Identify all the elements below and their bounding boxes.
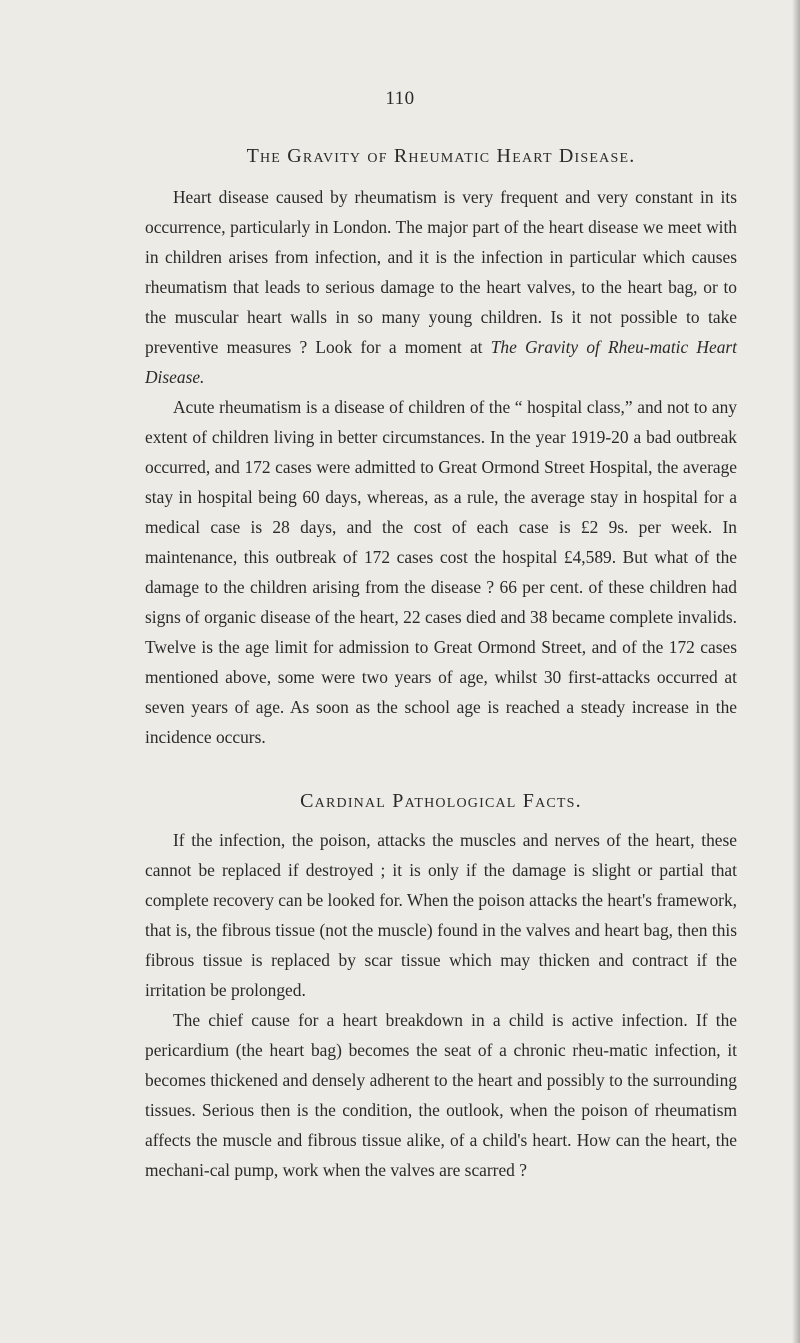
page-number: 110 — [385, 88, 415, 109]
page-edge-shadow — [792, 0, 800, 1343]
paragraph-intro — [145, 182, 737, 392]
section-heading-gravity: The Gravity of Rheumatic Heart Disease. — [246, 145, 636, 167]
page-body — [145, 145, 737, 1185]
paragraph-intro-italic-title: The Gravity of Rheu-matic Heart Disease. — [145, 337, 737, 387]
paragraph-infection-poison: If the infection, the poison, attacks the muscles and nerves of the heart, these cannot be replaced if destroyed ; it is only if the damage is slight or partial that complete recovery can be looked for. When the poison attacks the heart's framework, that is, the fibrous tissue (not the muscle) found in the valves and heart bag, then this fibrous tissue is replaced by scar tissue which may thicken and contract if the irritation be prolonged. — [145, 830, 737, 1000]
section-heading-pathological-facts: Cardinal Pathological Facts. — [300, 790, 582, 812]
paragraph-acute-rheumatism: Acute rheumatism is a disease of children of the “ hospital class,” and not to any extent of children living in better circumstances. In the year 1919-20 a bad outbreak occurred, and 172 cases were admitted to Great Ormond Street Hospital, the average stay in hospital being 60 days, whereas, as a rule, the average stay in hospital for a medical case is 28 days, and the cost of each case is £2 9s. per week. In maintenance, this outbreak of 172 cases cost the hospital £4,589. But what of the damage to the children arising from the disease ? 66 per cent. of these children had signs of organic disease of the heart, 22 cases died and 38 became complete invalids. Twelve is the age limit for admission to Great Ormond Street, and of the 172 cases mentioned above, some were two years of age, whilst 30 first-attacks occurred at seven years of age. As soon as the school age is reached a steady increase in the incidence occurs. — [145, 397, 737, 747]
paragraph-chief-cause: The chief cause for a heart breakdown in a child is active infection. If the pericardium (the heart bag) becomes the seat of a chronic rheu-matic infection, it becomes thickened and densely adherent to the heart and possibly to the surrounding tissues. Serious then is the condition, the outlook, when the poison of rheumatism affects the muscle and fibrous tissue alike, of a child's heart. How can the heart, the mechani-cal pump, work when the valves are scarred ? — [145, 1010, 737, 1180]
paragraph-intro-text: Heart disease caused by rheumatism is very frequent and very constant in its occurrence, particularly in London. The major part of the heart disease we meet with in children arises from infection, and it is the infection in particular which causes rheumatism that leads to serious damage to the heart valves, to the heart bag, or to the muscular heart walls in so many young children. Is it not possible to take preventive measures ? Look for a moment at — [145, 187, 737, 357]
